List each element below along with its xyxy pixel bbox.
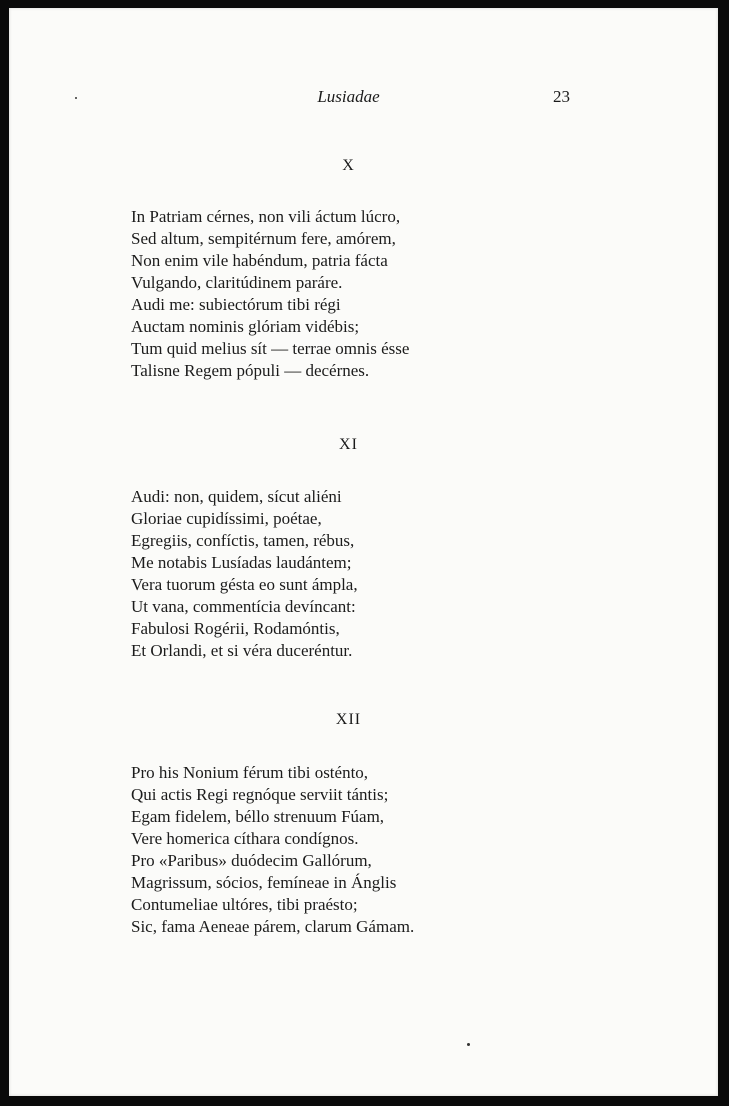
verse-line: Me notabis Lusíadas laudántem; bbox=[131, 553, 352, 572]
verse-line: Auctam nominis glóriam vidébis; bbox=[131, 317, 360, 336]
stanza-xi bbox=[131, 486, 358, 662]
verse-line: Pro «Paribus» duódecim Gallórum, bbox=[131, 851, 372, 870]
verse-line: Audi: non, quidem, sícut aliéni bbox=[131, 487, 342, 506]
stanza-numeral-x: X bbox=[342, 157, 355, 174]
running-header-title: Lusiadae bbox=[317, 87, 380, 106]
verse-line: Gloriae cupidíssimi, poétae, bbox=[131, 509, 322, 528]
stanza-xii bbox=[131, 762, 414, 938]
verse-line: Pro his Nonium férum tibi osténto, bbox=[131, 763, 369, 782]
verse-line: Contumeliae ultóres, tibi praésto; bbox=[131, 895, 358, 914]
ink-speck bbox=[467, 1043, 470, 1046]
verse-line: Et Orlandi, et si véra duceréntur. bbox=[131, 641, 353, 660]
verse-line: Fabulosi Rogérii, Rodamóntis, bbox=[131, 619, 340, 638]
verse-line: Vere homerica cíthara condígnos. bbox=[131, 829, 359, 848]
page-number: 23 bbox=[553, 87, 570, 106]
verse-line: Qui actis Regi regnóque serviit tántis; bbox=[131, 785, 389, 804]
stanza-x bbox=[131, 206, 409, 382]
book-page bbox=[9, 8, 718, 1096]
verse-line: Egam fidelem, béllo strenuum Fúam, bbox=[131, 807, 385, 826]
verse-line: Ut vana, commentícia devíncant: bbox=[131, 597, 356, 616]
verse-line: In Patriam cérnes, non vili áctum lúcro, bbox=[131, 207, 401, 226]
verse-line: Vulgando, claritúdinem paráre. bbox=[131, 273, 343, 292]
verse-line: Audi me: subiectórum tibi régi bbox=[131, 295, 341, 314]
stanza-numeral-xii: XII bbox=[335, 711, 362, 728]
verse-line: Vera tuorum gésta eo sunt ámpla, bbox=[131, 575, 358, 594]
verse-line: Non enim vile habéndum, patria fácta bbox=[131, 251, 388, 270]
verse-line: Egregiis, confíctis, tamen, rébus, bbox=[131, 531, 355, 550]
verse-line: Sed altum, sempitérnum fere, amórem, bbox=[131, 229, 396, 248]
verse-line: Tum quid melius sít — terrae omnis ésse bbox=[131, 339, 410, 358]
verse-line: Sic, fama Aeneae párem, clarum Gámam. bbox=[131, 917, 415, 936]
stanza-numeral-xi: XI bbox=[339, 436, 358, 453]
verse-line: Talisne Regem pópuli — decérnes. bbox=[131, 361, 370, 380]
verse-line: Magrissum, sócios, femíneae in Ánglis bbox=[131, 873, 397, 892]
